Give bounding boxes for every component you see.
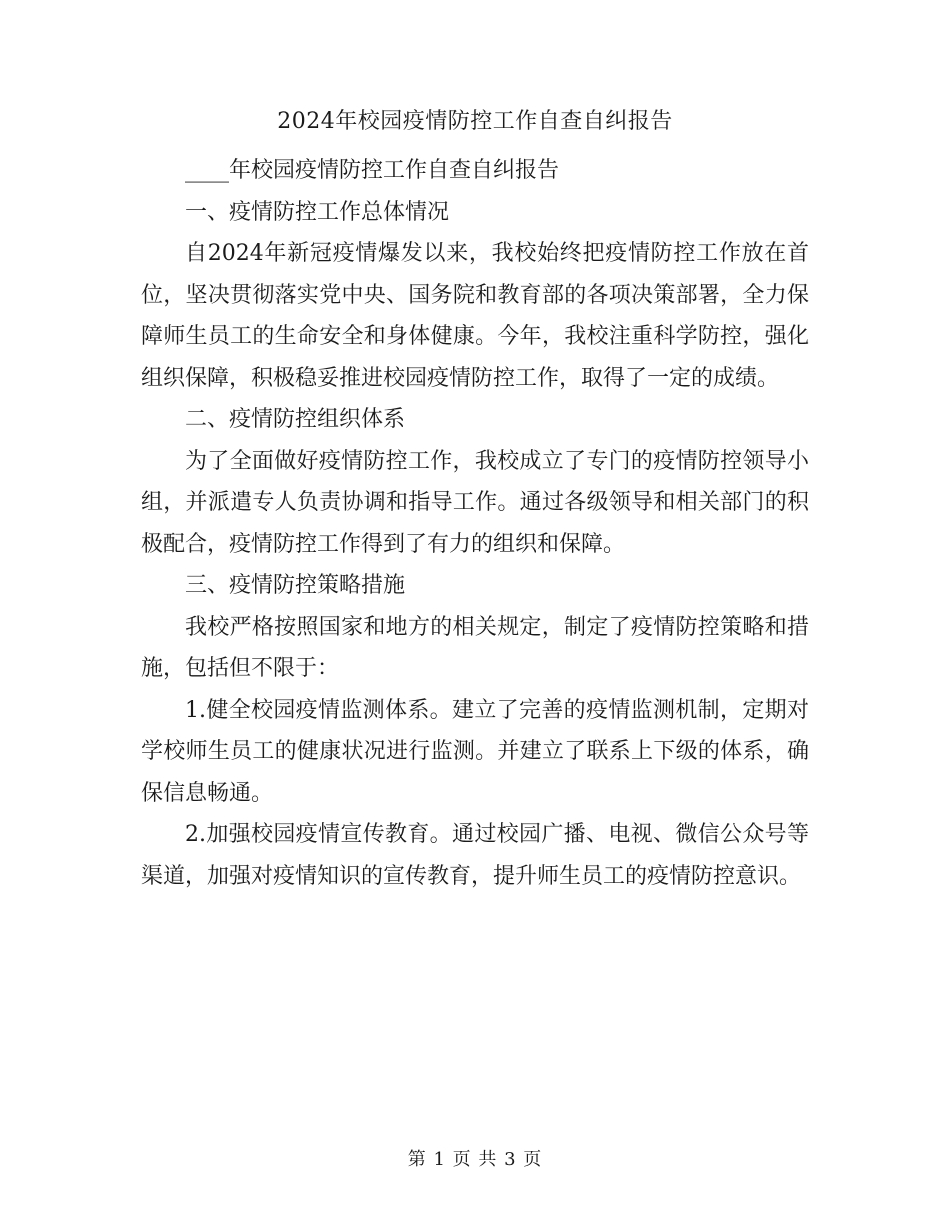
section-heading-2: 二、疫情防控组织体系 <box>185 407 406 432</box>
body-paragraph-1: 自2024年新冠疫情爆发以来，我校始终把疫情防控工作放在首位，坚决贯彻落实党中央、国务院和教育部的各项决策部署，全力保障师生员工的生命安全和身体健康。今年，我校注重科学防控，强化组织保障，积极稳妥推进校园疫情防控工作，取得了一定的成绩。 <box>141 241 809 391</box>
list-item-1: 1.健全校园疫情监测体系。建立了完善的疫情监测机制，定期对学校师生员工的健康状况进行监测。并建立了联系上下级的体系，确保信息畅通。 <box>141 697 809 806</box>
list-item-2: 2.加强校园疫情宣传教育。通过校园广播、电视、微信公众号等渠道，加强对疫情知识的宣传教育，提升师生员工的疫情防控意识。 <box>141 822 809 889</box>
section-heading-1: 一、疫情防控工作总体情况 <box>185 199 450 225</box>
section-heading-3: 三、疫情防控策略措施 <box>185 573 406 598</box>
document-body <box>141 150 809 897</box>
body-paragraph-2: 为了全面做好疫情防控工作，我校成立了专门的疫情防控领导小组，并派遣专人负责协调和指导工作。通过各级领导和相关部门的积极配合，疫情防控工作得到了有力的组织和保障。 <box>141 448 809 557</box>
subtitle-paragraph: ____年校园疫情防控工作自查自纠报告 <box>185 158 560 183</box>
document-title: 2024年校园疫情防控工作自查自纠报告 <box>277 109 673 134</box>
body-paragraph-3: 我校严格按照国家和地方的相关规定，制定了疫情防控策略和措施，包括但不限于： <box>141 614 809 681</box>
page-number-footer: 第 1 页 共 3 页 <box>407 1149 543 1170</box>
